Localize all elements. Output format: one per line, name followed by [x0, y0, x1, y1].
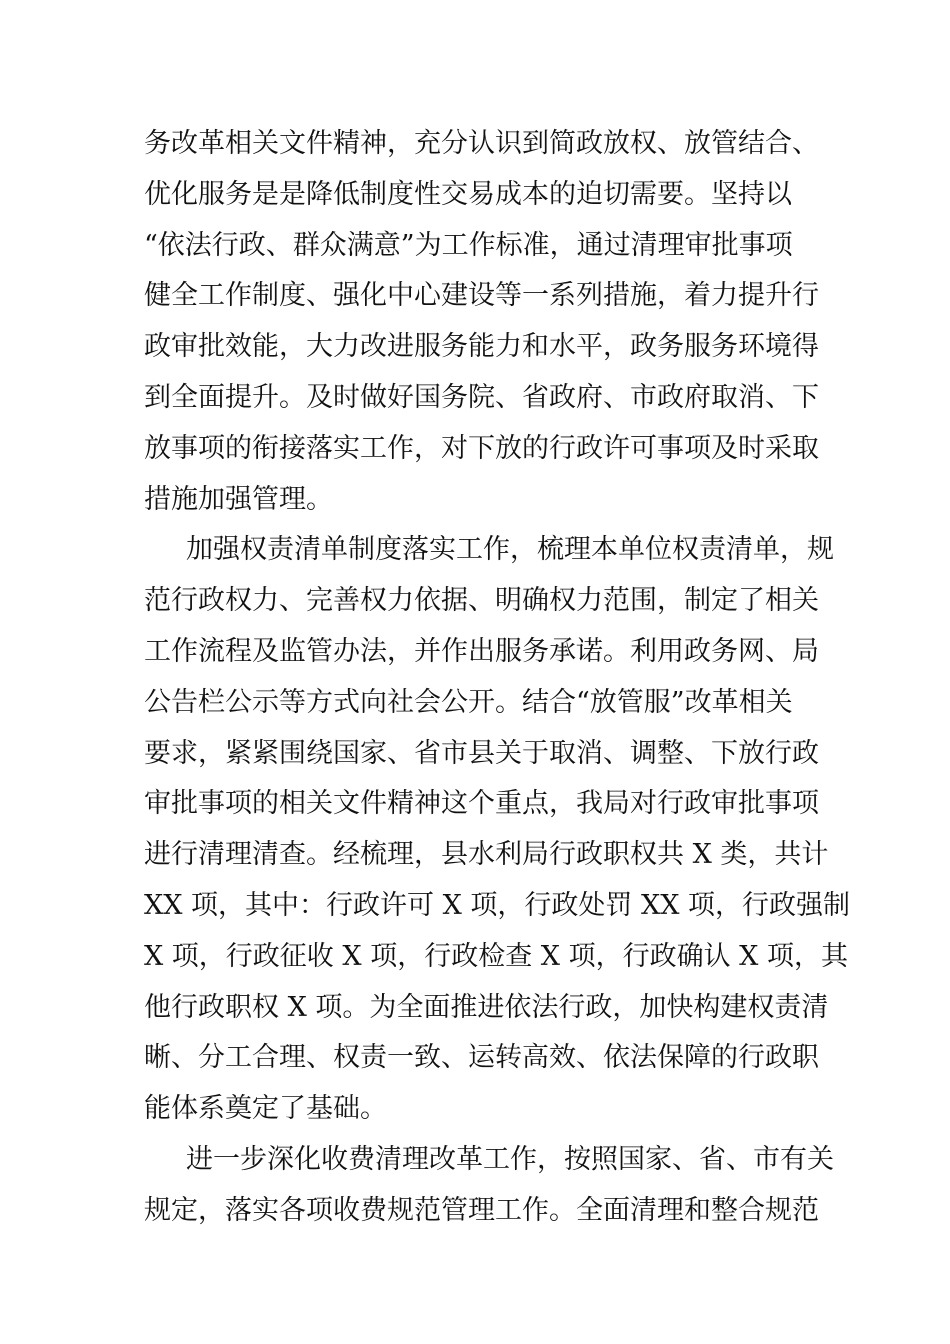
paragraph-1-line: 政审批效能，大力改进服务能力和水平，政务服务环境得 — [144, 331, 819, 363]
paragraph-1-line: 放事项的衔接落实工作，对下放的行政许可事项及时采取 — [144, 432, 819, 464]
paragraph-2-line: 公告栏公示等方式向社会公开。结合“放管服”改革相关 — [144, 686, 793, 718]
paragraph-2-line: 工作流程及监管办法，并作出服务承诺。利用政务网、局 — [144, 635, 819, 667]
paragraph-2-line: 要求，紧紧围绕国家、省市县关于取消、调整、下放行政 — [144, 737, 819, 769]
paragraph-1-line: 措施加强管理。 — [144, 483, 333, 515]
paragraph-3-line: 进一步深化收费清理改革工作，按照国家、省、市有关 — [186, 1143, 834, 1175]
paragraph-2-line: 加强权责清单制度落实工作，梳理本单位权责清单，规 — [186, 534, 834, 566]
paragraph-1-line: 健全工作制度、强化中心建设等一系列措施，着力提升行 — [144, 280, 819, 312]
paragraph-1-line: 优化服务是是降低制度性交易成本的迫切需要。坚持以 — [144, 178, 792, 210]
paragraph-2-line: X 项，行政征收 X 项，行政检查 X 项，行政确认 X 项，其 — [144, 940, 848, 972]
paragraph-2-line: 审批事项的相关文件精神这个重点，我局对行政审批事项 — [144, 788, 819, 820]
paragraph-2-line: 进行清理清查。经梳理，县水利局行政职权共 X 类，共计 — [144, 839, 829, 871]
paragraph-2-line: 范行政权力、完善权力依据、明确权力范围，制定了相关 — [144, 585, 819, 617]
paragraph-1-line: 到全面提升。及时做好国务院、省政府、市政府取消、下 — [144, 381, 819, 413]
body-text — [144, 119, 851, 1237]
paragraph-1-line: 务改革相关文件精神，充分认识到简政放权、放管结合、 — [144, 128, 819, 159]
paragraph-2-line: 他行政职权 X 项。为全面推进依法行政，加快构建权责清 — [144, 991, 829, 1023]
paragraph-2-line: 晰、分工合理、权责一致、运转高效、依法保障的行政职 — [144, 1042, 819, 1074]
paragraph-2-line: XX 项，其中：行政许可 X 项，行政处罚 XX 项，行政强制 — [144, 889, 851, 921]
paragraph-1-line: “依法行政、群众满意”为工作标准，通过清理审批事项 — [144, 229, 793, 261]
paragraph-2-line: 能体系奠定了基础。 — [144, 1093, 387, 1125]
paragraph-3-line: 规定，落实各项收费规范管理工作。全面清理和整合规范 — [144, 1194, 819, 1226]
